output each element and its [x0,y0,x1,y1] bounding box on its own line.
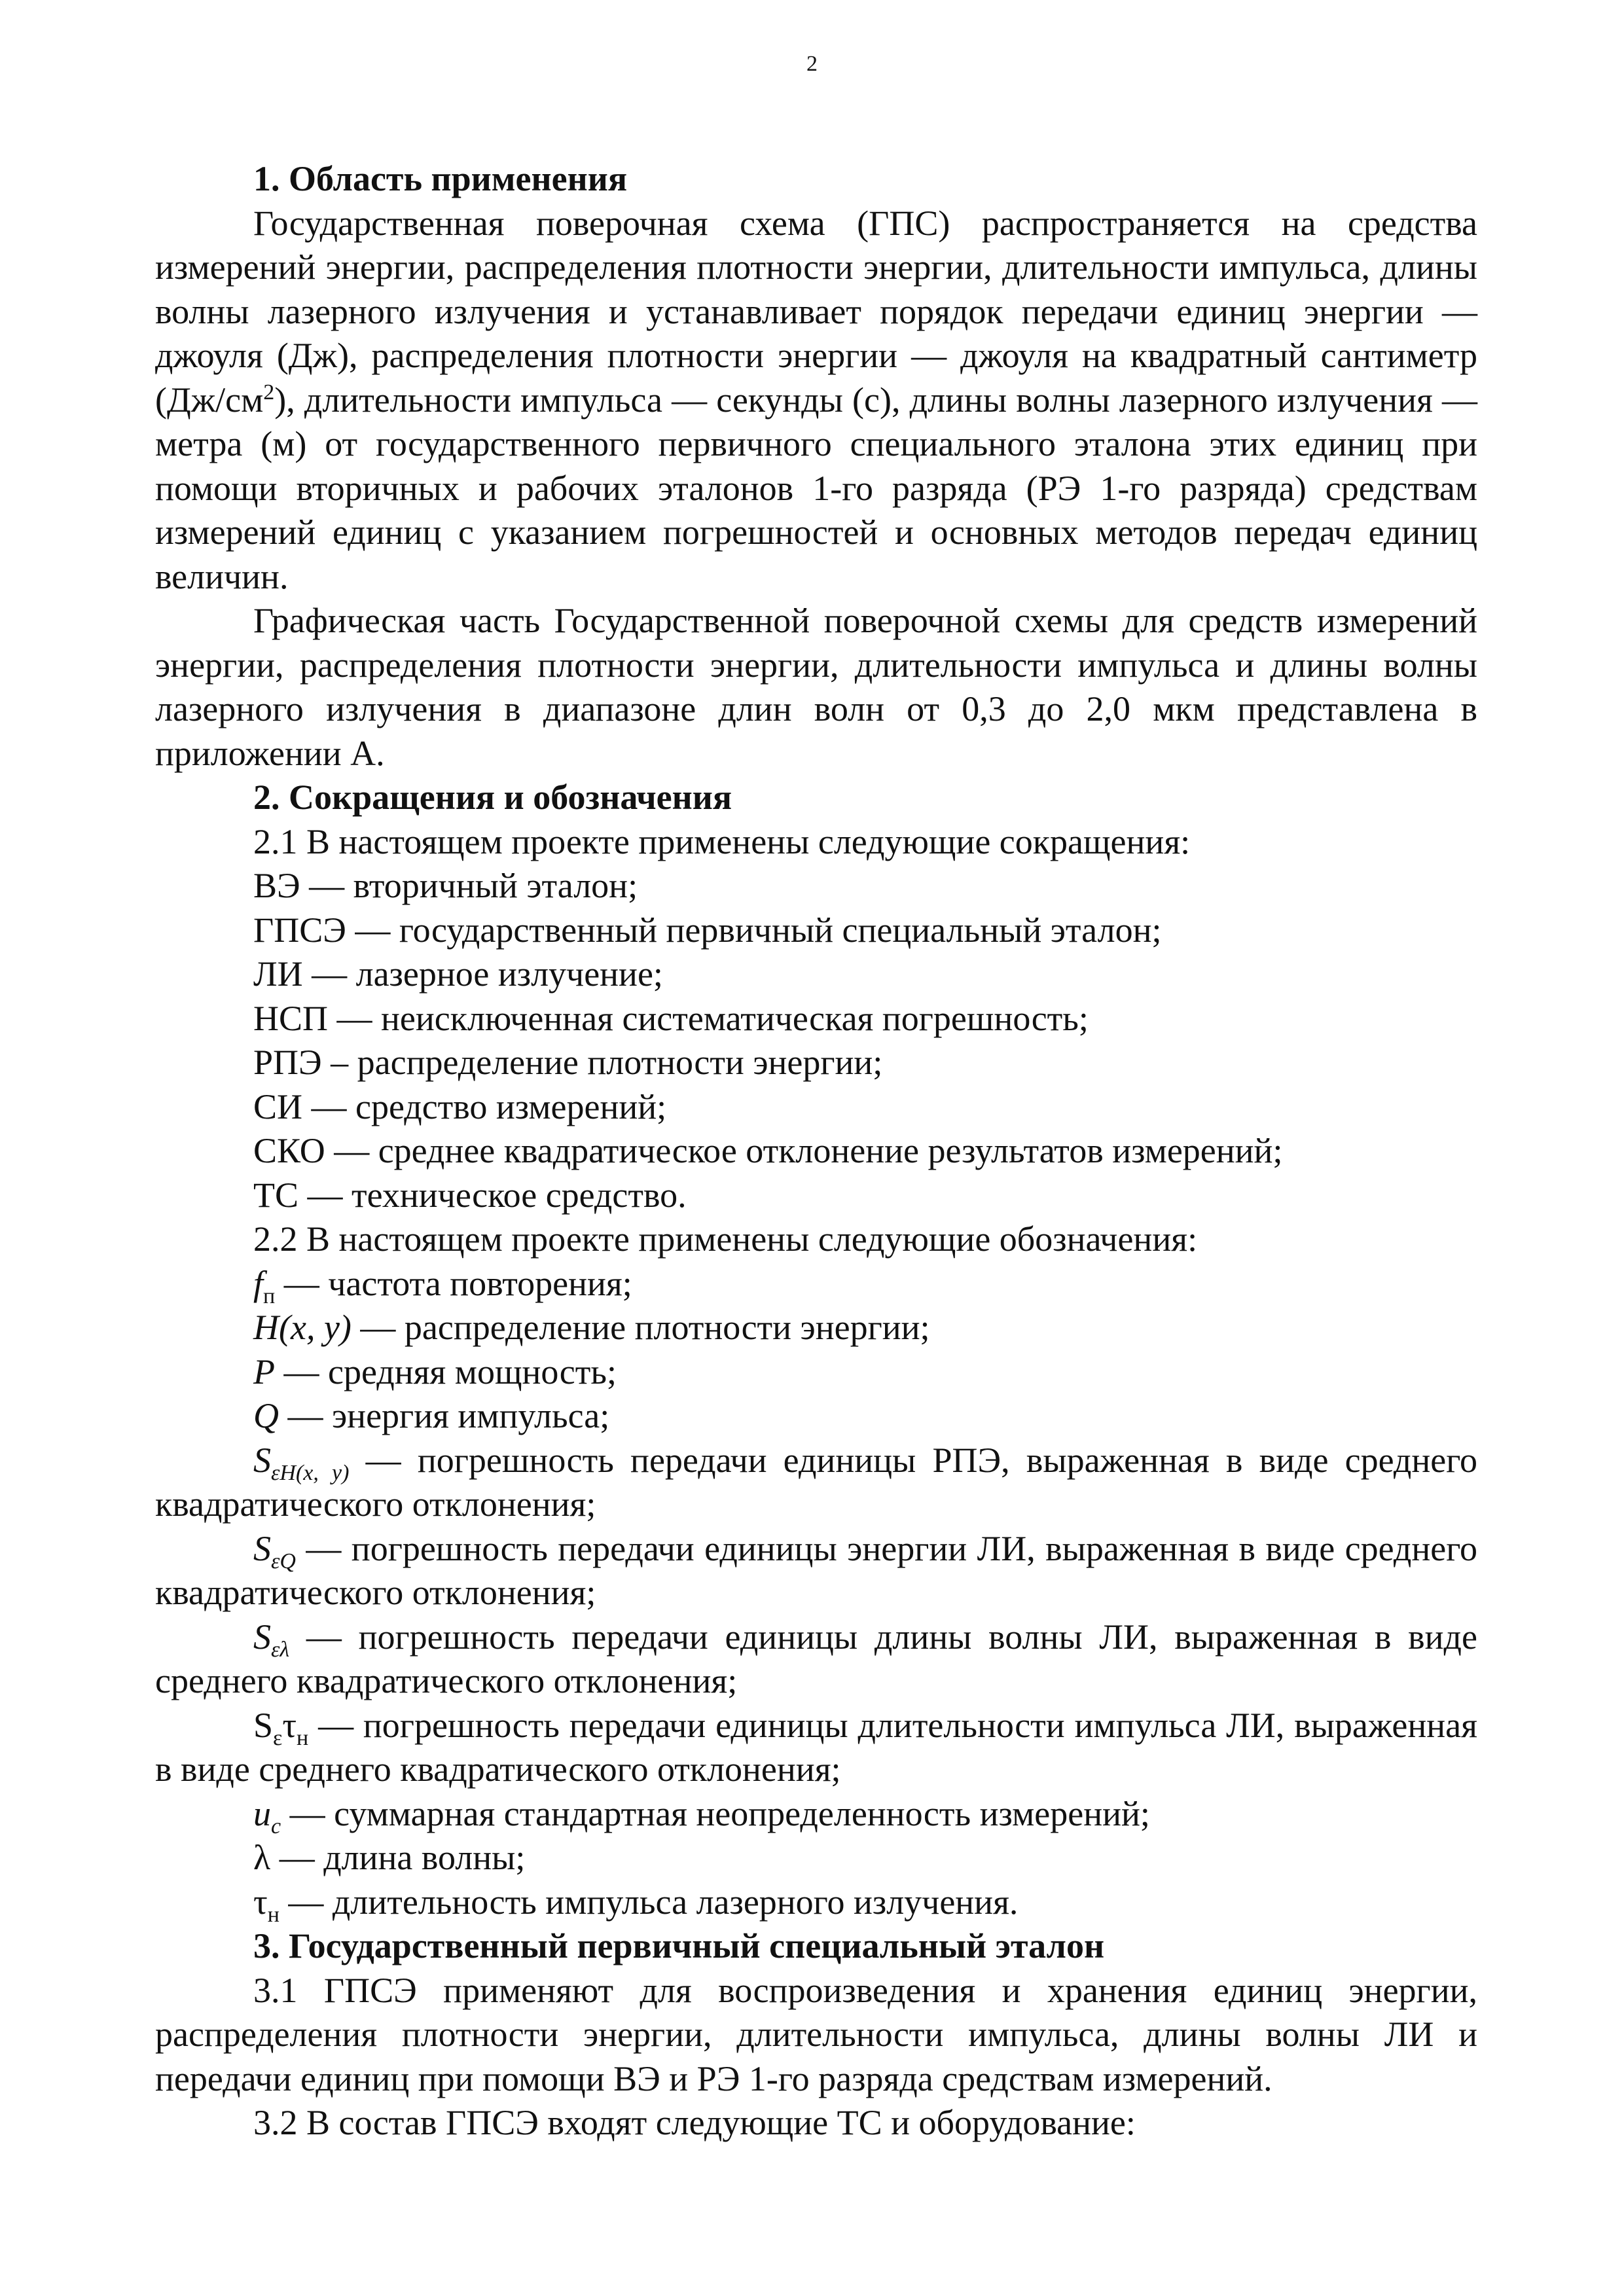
symbol-item: P — средняя мощность; [253,1352,617,1391]
section-1-paragraph-1: Государственная поверочная схема (ГПС) распространяется на средства измерений энергии, распределения плотности энергии, длительности импульса, длины волны лазерного излучения и устанавливает порядок передачи единиц энергии — джоуля (Дж), распределения плотности энергии — джоуля на квадратный сантиметр $(Дж/см^2)$, длительности импульса — секунды (с), длины волны лазерного излучения — метра (м) от государственного первичного специального эталона этих единиц при помощи вторичных и рабочих эталонов 1-го разряда (РЭ 1-го разряда) средствам измерений единиц с указанием погрешностей и основных методов передач единиц величин. [155,203,1477,596]
document-body [155,157,1477,2145]
symbol-item: $S_\varepsilon\tau_н$ — погрешность передачи единицы длительности импульса ЛИ, выраженная в виде среднего квадратического отклонения; [155,1705,1477,1789]
abbreviation-item: ТС — техническое средство. [253,1175,687,1215]
symbol-item: $S_{\varepsilon H(x, y)}$ — погрешность передачи единицы РПЭ, выраженная в виде среднего квадратического отклонения; [155,1440,1477,1524]
abbreviation-item: СИ — средство измерений; [253,1086,667,1126]
abbreviation-item: НСП — неисключенная систематическая погрешность; [253,998,1089,1038]
symbol-item: $S_{\varepsilon Q}$ — погрешность передачи единицы энергии ЛИ, выраженная в виде среднего квадратического отклонения; [155,1528,1477,1612]
symbol-item: Q — энергия импульса; [253,1396,610,1435]
section-3-heading: 3. Государственный первичный специальный эталон [253,1926,1105,1965]
section-2-heading: 2. Сокращения и обозначения [253,778,732,817]
symbol-item: $\tau_н$ — длительность импульса лазерного излучения. [253,1882,1019,1927]
section-1-heading: 1. Область применения [253,159,628,198]
abbreviation-item: ЛИ — лазерное излучение; [253,954,663,994]
abbreviation-item: СКО — среднее квадратическое отклонение результатов измерений; [253,1131,1283,1170]
abbreviation-item: ВЭ — вторичный эталон; [253,866,638,905]
symbol-item: $f_п$ — частота повторения; [253,1263,632,1308]
section-3-paragraph-2: 3.2 В состав ГПСЭ входят следующие ТС и оборудование: [253,2103,1136,2142]
symbol-item: λ — длина волны; [253,1838,526,1877]
page-number: 2 [806,52,818,76]
abbreviation-item: ГПСЭ — государственный первичный специальный эталон; [253,910,1162,950]
abbreviations-intro: 2.1 В настоящем проекте применены следующие сокращения: [253,821,1191,861]
symbol-item: $u_c$ — суммарная стандартная неопределенность измерений; [253,1793,1150,1839]
symbol-item: $S_{\varepsilon\lambda}$ — погрешность передачи единицы длины волны ЛИ, выраженная в виде среднего квадратического отклонения; [155,1617,1477,1700]
section-3-paragraph-1: 3.1 ГПСЭ применяют для воспроизведения и хранения единиц энергии, распределения плотности энергии, длительности импульса, длины волны ЛИ и передачи единиц при помощи ВЭ и РЭ 1-го разряда средствам измерений. [155,1970,1477,2098]
symbols-intro: 2.2 В настоящем проекте применены следующие обозначения: [253,1219,1198,1259]
abbreviation-item: РПЭ – распределение плотности энергии; [253,1043,883,1082]
section-1-paragraph-2: Графическая часть Государственной поверочной схемы для средств измерений энергии, распределения плотности энергии, длительности импульса и длины волны лазерного излучения в диапазоне длин волн от 0,3 до 2,0 мкм представлена в приложении А. [155,601,1477,773]
symbol-item: H(x, y) — распределение плотности энергии; [253,1308,930,1347]
